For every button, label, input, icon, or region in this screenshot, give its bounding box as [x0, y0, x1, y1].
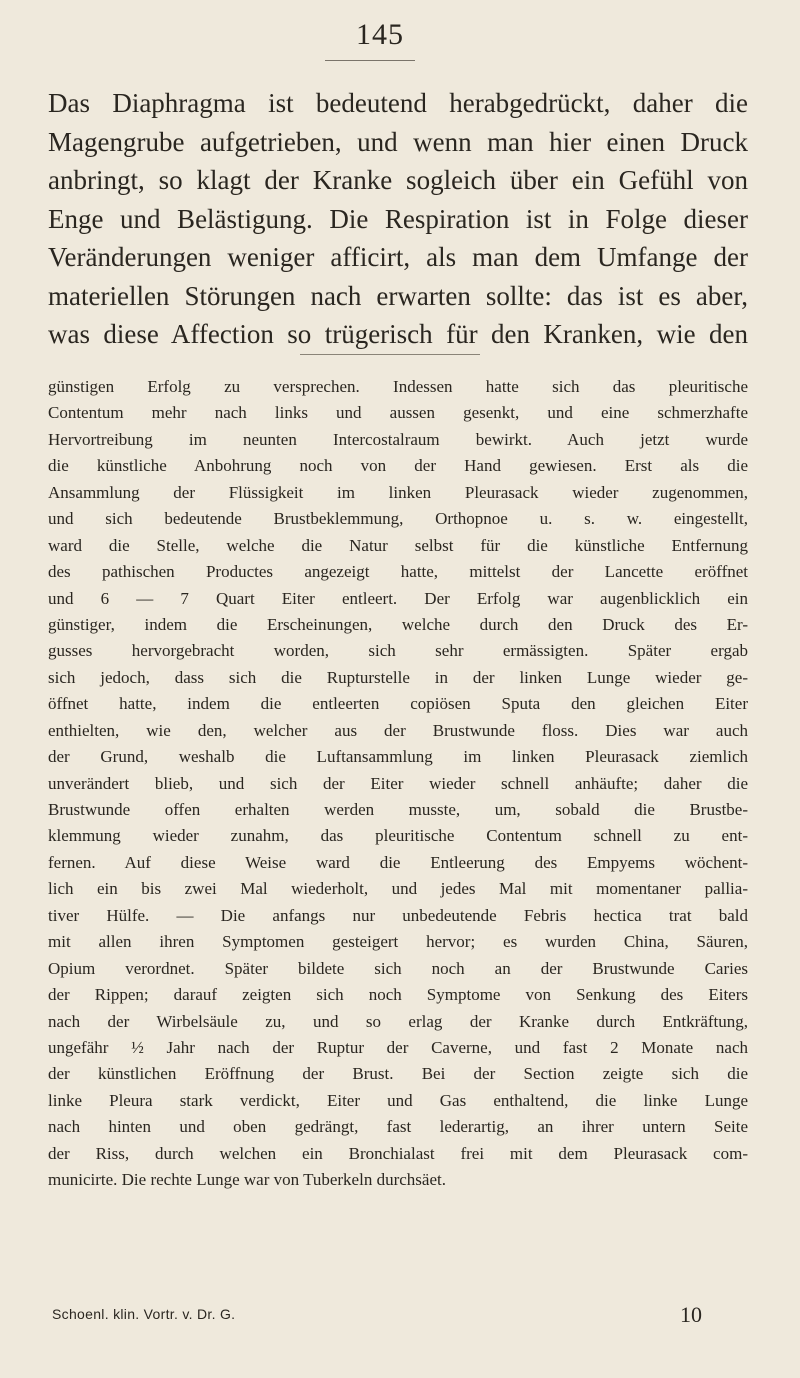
footnote-text-line: ward die Stelle, welche die Natur selbst für die künstliche Entfernung — [48, 535, 748, 555]
footnote-text-line: ungefähr ½ Jahr nach der Ruptur der Caverne, und fast 2 Monate nach — [48, 1037, 748, 1057]
footnote-text-line: und sich bedeutende Brustbeklemmung, Orthopnoe u. s. w. eingestellt, — [48, 509, 748, 529]
footnote-text-line: Contentum mehr nach links und aussen gesenkt, und eine schmerzhafte — [48, 403, 748, 423]
page-footer — [52, 1302, 702, 1330]
footnote-text-line: linke Pleura stark verdickt, Eiter und Gas enthaltend, die linke Lunge — [48, 1090, 748, 1110]
footnote-text-line: nach hinten und oben gedrängt, fast lederartig, an ihrer untern Seite — [48, 1117, 748, 1137]
main-text-line: Enge und Belästigung. Die Respiration ist in Folge dieser — [48, 203, 748, 234]
main-text-line: Das Diaphragma ist bedeutend herabgedrückt, daher die — [48, 88, 748, 118]
page-number: 145 — [356, 18, 404, 51]
footnote-text-line: Ansammlung der Flüssigkeit im linken Pleurasack wieder zugenommen, — [48, 482, 748, 502]
footnote-text-line: öffnet hatte, indem die entleerten copiösen Sputa den gleichen Eiter — [48, 694, 748, 714]
sheet-number: 10 — [680, 1302, 702, 1327]
footnote-text-line: Brustwunde offen erhalten werden musste, um, sobald die Brustbe- — [48, 800, 748, 819]
footnote-divider — [300, 354, 480, 355]
main-text-line: materiellen Störungen nach erwarten sollte: das ist es aber, — [48, 280, 748, 311]
footnote-text-line: günstigen Erfolg zu versprechen. Indessen hatte sich das pleuritische — [48, 377, 748, 396]
footnote-text-line: mit allen ihren Symptomen gesteigert hervor; es wurden China, Säuren, — [48, 932, 748, 952]
signature-line: Schoenl. klin. Vortr. v. Dr. G. — [52, 1306, 236, 1322]
footnote-text-line: Hervortreibung im neunten Intercostalraum bewirkt. Auch jetzt wurde — [48, 429, 748, 449]
footnote-text-line: municirte. Die rechte Lunge war von Tuberkeln durchsäet. — [48, 1170, 446, 1190]
footnote-text-line: lich ein bis zwei Mal wiederholt, und jedes Mal mit momentaner pallia- — [48, 879, 748, 899]
footnote-text-line: sich jedoch, dass sich die Rupturstelle in der linken Lunge wieder ge- — [48, 667, 748, 687]
footnote-text-line: des pathischen Productes angezeigt hatte, mittelst der Lancette eröffnet — [48, 562, 748, 582]
page-number-rule — [325, 60, 415, 61]
footnote-text-line: der Grund, weshalb die Luftansammlung im linken Pleurasack ziemlich — [48, 747, 748, 767]
main-text-line: Veränderungen weniger afficirt, als man dem Umfange der — [48, 242, 748, 272]
footnote-text-line: enthielten, wie den, welcher aus der Brustwunde floss. Dies war auch — [48, 720, 748, 740]
footnote-text-line: nach der Wirbelsäule zu, und so erlag der Kranke durch Entkräftung, — [48, 1011, 748, 1031]
footnote-text-line: der künstlichen Eröffnung der Brust. Bei der Section zeigte sich die — [48, 1064, 748, 1084]
footnote-text-line: fernen. Auf diese Weise ward die Entleerung des Empyems wöchent- — [48, 852, 748, 872]
footnote-text-line: tiver Hülfe. — Die anfangs nur unbedeutende Febris hectica trat bald — [48, 905, 748, 925]
main-text-block — [48, 84, 748, 354]
footnote-text-line: der Rippen; darauf zeigten sich noch Symptome von Senkung des Eiters — [48, 985, 748, 1005]
footnote-text-block — [48, 374, 748, 1194]
footnote-text-line: Opium verordnet. Später bildete sich noch an der Brustwunde Caries — [48, 958, 748, 978]
footnote-text-line: günstiger, indem die Erscheinungen, welche durch den Druck des Er- — [48, 614, 748, 634]
footnote-text-line: und 6 — 7 Quart Eiter entleert. Der Erfolg war augenblicklich ein — [48, 588, 748, 608]
footnote-text-line: gusses hervorgebracht worden, sich sehr ermässigten. Später ergab — [48, 641, 748, 661]
main-text-line: anbringt, so klagt der Kranke sogleich über ein Gefühl von — [48, 165, 748, 195]
main-text-line: was diese Affection so trügerisch für den Kranken, wie den — [48, 319, 748, 349]
footnote-text-line: die künstliche Anbohrung noch von der Hand gewiesen. Erst als die — [48, 456, 748, 476]
footnote-text-line: der Riss, durch welchen ein Bronchialast frei mit dem Pleurasack com- — [48, 1143, 748, 1163]
footnote-text-line: klemmung wieder zunahm, das pleuritische Contentum schnell zu ent- — [48, 826, 748, 846]
main-text-line: Magengrube aufgetrieben, und wenn man hier einen Druck — [48, 126, 748, 157]
footnote-text-line: unverändert blieb, und sich der Eiter wieder schnell anhäufte; daher die — [48, 773, 748, 793]
